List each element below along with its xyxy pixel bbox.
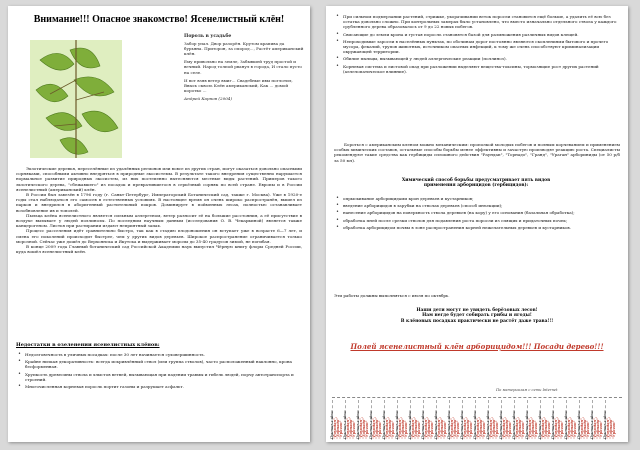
tab-text: "Раундап", (450, 416, 454, 439)
tab-text: "Ураган" (573, 420, 577, 439)
tab-text: "Ураган" (534, 420, 538, 439)
tab-text: "Ураган" (443, 420, 447, 439)
poem-stanza: Ему привольно на земле, Забывшей труд простой и вечный. Народ толпой рванул в города, И стало пусто на селе. (184, 59, 302, 75)
page-title: Внимание!!! Опасное знакомство! Ясенелистный клён! (33, 14, 285, 25)
tear-off-tabs (332, 397, 622, 442)
timing-note (334, 293, 620, 298)
tear-off-tab (605, 400, 618, 440)
list-item: • обработка пней после срезки стволов для подавления роста поросли из спящих и придаточных почек; (336, 218, 620, 223)
tab-text: "Ураган" (339, 420, 343, 439)
tab-text: "Ураган" (521, 420, 525, 439)
list-item: • Недолговечность в уличных посадках: после 30 лет начинается суховершинность. (18, 352, 302, 357)
tab-text: Против клёна: (330, 410, 334, 439)
tab-text: "Ураган" (560, 420, 564, 439)
tab-text: "Торнадо" (570, 417, 574, 439)
tab-text: Против клёна: (460, 410, 464, 439)
harm-list-continued (336, 14, 620, 76)
tab-text: Против клёна: (525, 410, 529, 439)
poem-author: Андрей Карпов (2004) (184, 95, 232, 101)
tab-text: "Торнадо" (518, 417, 522, 439)
list-item: • введение арборицидов в зарубки на стволах деревьев (способ инъекции); (336, 203, 620, 208)
tab-text: Против клёна: (395, 410, 399, 439)
tab-text: "Раундап", (385, 416, 389, 439)
tab-text: "Ураган" (586, 420, 590, 439)
tab-text: "Ураган" (547, 420, 551, 439)
paragraph: В конце 2009 года Главный ботанический сад Российской Академии наук выпустил Чёрную книгу флоры Средней России, куда вошёл ясенелистный клён. (16, 244, 302, 255)
maple-leaves-photo (30, 40, 122, 158)
tab-text: "Торнадо" (609, 417, 613, 439)
page-right (326, 6, 628, 442)
tab-text: "Раундап", (567, 416, 571, 439)
tab-text: "Торнадо" (375, 417, 379, 439)
tab-text: "Торнадо" (466, 417, 470, 439)
tab-text: Против клёна: (564, 410, 568, 439)
paragraph: В России был завезён в 1796 году (г. Санкт-Петербург, Императорский Ботанический сад, также г. Москва). Уже в 1920-е годы стал наблюдаться его самосев в естественных условиях. В настоящее время он очень широко распространён, вышел из парков и внедрился в аборигенный растительный покров. Доминирует в пойменных лесах, полностью останавливает возобновление ив и тополей. (16, 192, 302, 213)
list-item: • Хрупкость древесины ствола и хлыстов ветвей, вызывающая при падении травмы и гибель людей, порчу автотранспорта и строений. (18, 372, 302, 382)
tab-text: "Раундап", (502, 416, 506, 439)
chem-list (336, 196, 620, 232)
tab-text: "Раундап", (359, 416, 363, 439)
slogan-line: В клёновых посадках практически не растёт даже трава!!! (400, 318, 554, 324)
slogan-block (346, 308, 608, 324)
tab-text: "Торнадо" (453, 417, 457, 439)
tab-text: "Раундап", (593, 416, 597, 439)
slogan-line: Нам негде будет собирать грибы и ягоды! (422, 313, 532, 319)
tab-text: "Торнадо" (388, 417, 392, 439)
tab-text: "Раундап", (346, 416, 350, 439)
tab-text: "Торнадо" (505, 417, 509, 439)
tab-text: "Торнадо" (583, 417, 587, 439)
tab-text: Против клёна: (421, 410, 425, 439)
paragraph: Пыльца клёна ясенелистного является сильным аллергеном, ветер разносит её на большие расстояния, а её присутствие в воздухе вызывает у людей поллинозы. По последним научным данным (исследования О. В. Чекаркиной) является также канцерогеном. Листья при растирании издают неприятный запах. (16, 212, 302, 229)
tab-text: Против клёна: (486, 410, 490, 439)
tab-text: "Торнадо" (596, 417, 600, 439)
harm-heading: Недостатки в озеленении ясенелистных клёнов: (16, 342, 160, 348)
tab-text: "Торнадо" (362, 417, 366, 439)
tab-text: Против клёна: (499, 410, 503, 439)
tab-text: "Раундап", (489, 416, 493, 439)
tab-text: "Ураган" (612, 420, 616, 439)
tab-text: "Раундап", (398, 416, 402, 439)
list-item: • Обилие пыльцы, вызывающей у людей аллергические реакции (поллиноз). (336, 56, 620, 61)
paragraph: Эти работы должны выполняться с июля по октябрь. (334, 293, 450, 298)
tab-text: Против клёна: (551, 410, 555, 439)
tab-text: "Ураган" (404, 420, 408, 439)
tab-text: "Торнадо" (349, 417, 353, 439)
tab-text: "Ураган" (508, 420, 512, 439)
fight-paragraph (334, 142, 620, 163)
tab-text: "Ураган" (430, 420, 434, 439)
tab-text: "Торнадо" (531, 417, 535, 439)
tab-text: "Раундап", (463, 416, 467, 439)
tab-text: "Ураган" (352, 420, 356, 439)
tab-text: Против клёна: (382, 410, 386, 439)
tab-text: Против клёна: (473, 410, 477, 439)
article-body (16, 166, 302, 254)
tab-text: Против клёна: (512, 410, 516, 439)
tab-text: "Раундап", (411, 416, 415, 439)
chem-heading: Химический способ борьбы предусматривает пять видов применения арборицидов (гербицидов): (401, 178, 551, 189)
tab-text: "Раундап", (554, 416, 558, 439)
list-item: • Непроходимые заросли в населённых пунктах, по обочинам дорог постоянно являются скоплениями бытового и прочего мусора, фекалий, трупов животных, источником опасных инфекций, к тому же очень способствуют криминализации окружающей территории. (336, 39, 620, 55)
tab-text: Против клёна: (538, 410, 542, 439)
tab-text: "Раундап", (372, 416, 376, 439)
tab-text: "Раундап", (333, 416, 337, 439)
list-item: • При сильном подмерзании растений, стрижке, укорачивании веток поросли становится ещё больше, а удалить её всю без остатка довольно сложно. При контрольных замерах было установлено, что вместо изначально отдельного ствола у каждого срубленного дерева образовалось от 9 до 22 новых побегов. (336, 14, 620, 30)
source-note: По материалам с сети Internet (496, 388, 558, 392)
tab-text: "Ураган" (378, 420, 382, 439)
tab-text: "Ураган" (495, 420, 499, 439)
tab-text: Против клёна: (603, 410, 607, 439)
list-item: • опрыскивание арборицидами крон деревьев и кустарников; (336, 196, 620, 201)
tab-text: "Торнадо" (401, 417, 405, 439)
list-item: • Свисающие до земли крона и густая поросль становятся базой для размножения различных видов клещей. (336, 32, 620, 37)
tab-text: "Ураган" (365, 420, 369, 439)
tab-text: "Раундап", (528, 416, 532, 439)
tab-text: "Раундап", (476, 416, 480, 439)
poem-stanza: И вот взяв ветер вмиг... Свадебные ивы поглотил, Ввысь сквозь Клён американский, Как ... домой коротко ... (184, 77, 293, 93)
tab-text: "Ураган" (482, 420, 486, 439)
poem (184, 34, 304, 101)
tab-text: "Ураган" (469, 420, 473, 439)
tab-text: Против клёна: (447, 410, 451, 439)
tab-text: "Ураган" (456, 420, 460, 439)
paragraph: Процесс расселения идёт сравнительно быстро, так как в стадию плодоношения он вступает уже в возрасте 6—7 лет, и смена его поколений происходит быстрее, чем у других видов деревьев. Широкое распространение ограничивается только морозной. Сейчас уже дошёл до Верхоянска и Якутска и выдерживает морозы до 35-40 градусов зимой, не погибая. (16, 228, 302, 244)
tab-text: Против клёна: (343, 410, 347, 439)
poem-heading: Пороль в усадьбе (184, 34, 232, 39)
slogan-line: Наши дети могут не увидеть берёзовых лесов! (416, 308, 538, 313)
tab-text: Против клёна: (434, 410, 438, 439)
tab-text: "Раундап", (606, 416, 610, 439)
harm-list (18, 352, 302, 391)
tab-text: "Раундап", (580, 416, 584, 439)
tab-text: "Торнадо" (479, 417, 483, 439)
list-item: • Многочисленная корневая поросль портит газоны и разрушает асфальт. (18, 384, 302, 389)
tab-text: "Раундап", (515, 416, 519, 439)
tab-text: "Раундап", (437, 416, 441, 439)
tab-text: "Торнадо" (427, 417, 431, 439)
paragraph: Бороться с американским кленом можно механическим: прополкой молодых побегов и полным корчеванием и применением особых химических составов, остальные способы борьбы менее эффективны и зачастую производят реакцию роста. Специалисты рекомендуют такие средства как гербициды сплошного действия "Раундап", "Торнадо", "Гранд", "Ураган" арбориниды (от 50 р/б за 50 мл). (334, 142, 620, 163)
paragraph: Экзотические деревья, переселённые из удалённых регионов или вовсе из других стран, могут оказаться довольно опасными сорняками, способными активно внедряться в природные экосистемы. В результате такого внедрения существенно нарушается нормальное развитие природных экосистем, из них постепенно вытесняются местные виды растений. Примеров такого экзотического дерева, "сбежавшего" из посадок и превратившегося в серьёзный сорняк по всей стране. Европы и в России ясенелистный (американский) клён. (16, 166, 302, 192)
tab-text: "Торнадо" (414, 417, 418, 439)
tab-text: "Раундап", (424, 416, 428, 439)
tab-text: "Ураган" (391, 420, 395, 439)
tab-text: "Ураган" (417, 420, 421, 439)
tab-text: "Раундап", (541, 416, 545, 439)
tab-text: Против клёна: (356, 410, 360, 439)
poem-stanza: Забор упал. Двор разорён. Крутом крапива да бурьяна. Приторон, за смород..., Растёт американский клён. (184, 41, 304, 57)
tab-text: Против клёна: (577, 410, 581, 439)
list-item: • обработка арборицидом почвы в зоне распространения корней нежелательных деревьев и кустарников. (336, 225, 620, 230)
tab-text: "Ураган" (599, 420, 603, 439)
tab-text: Против клёна: (590, 410, 594, 439)
tab-text: "Торнадо" (440, 417, 444, 439)
list-item: • Корневая система и листовой опад при разложении выделяют вещества-токсины, тормозящие рост других растений (аллелопатическое влияние). (336, 64, 620, 74)
tab-text: "Торнадо" (557, 417, 561, 439)
tab-text: "Торнадо" (544, 417, 548, 439)
tab-text: Против клёна: (369, 410, 373, 439)
tab-text: "Торнадо" (492, 417, 496, 439)
tab-text: Против клёна: (408, 410, 412, 439)
page-left (8, 6, 310, 442)
list-item: • Крайне низкая декоративность: всегда искривлённый ствол (или группа стволов), часто расположенный наклонно, крона бесформенная. (18, 359, 302, 369)
list-item: • нанесение арборицидов на поверхность ствола деревьев (на кору) у его основания (базальная обработка); (336, 210, 620, 215)
call-to-action: Полей ясенелистный клён арборицидом!!! Посади дерево!!! (350, 342, 604, 351)
tab-text: "Торнадо" (336, 417, 340, 439)
